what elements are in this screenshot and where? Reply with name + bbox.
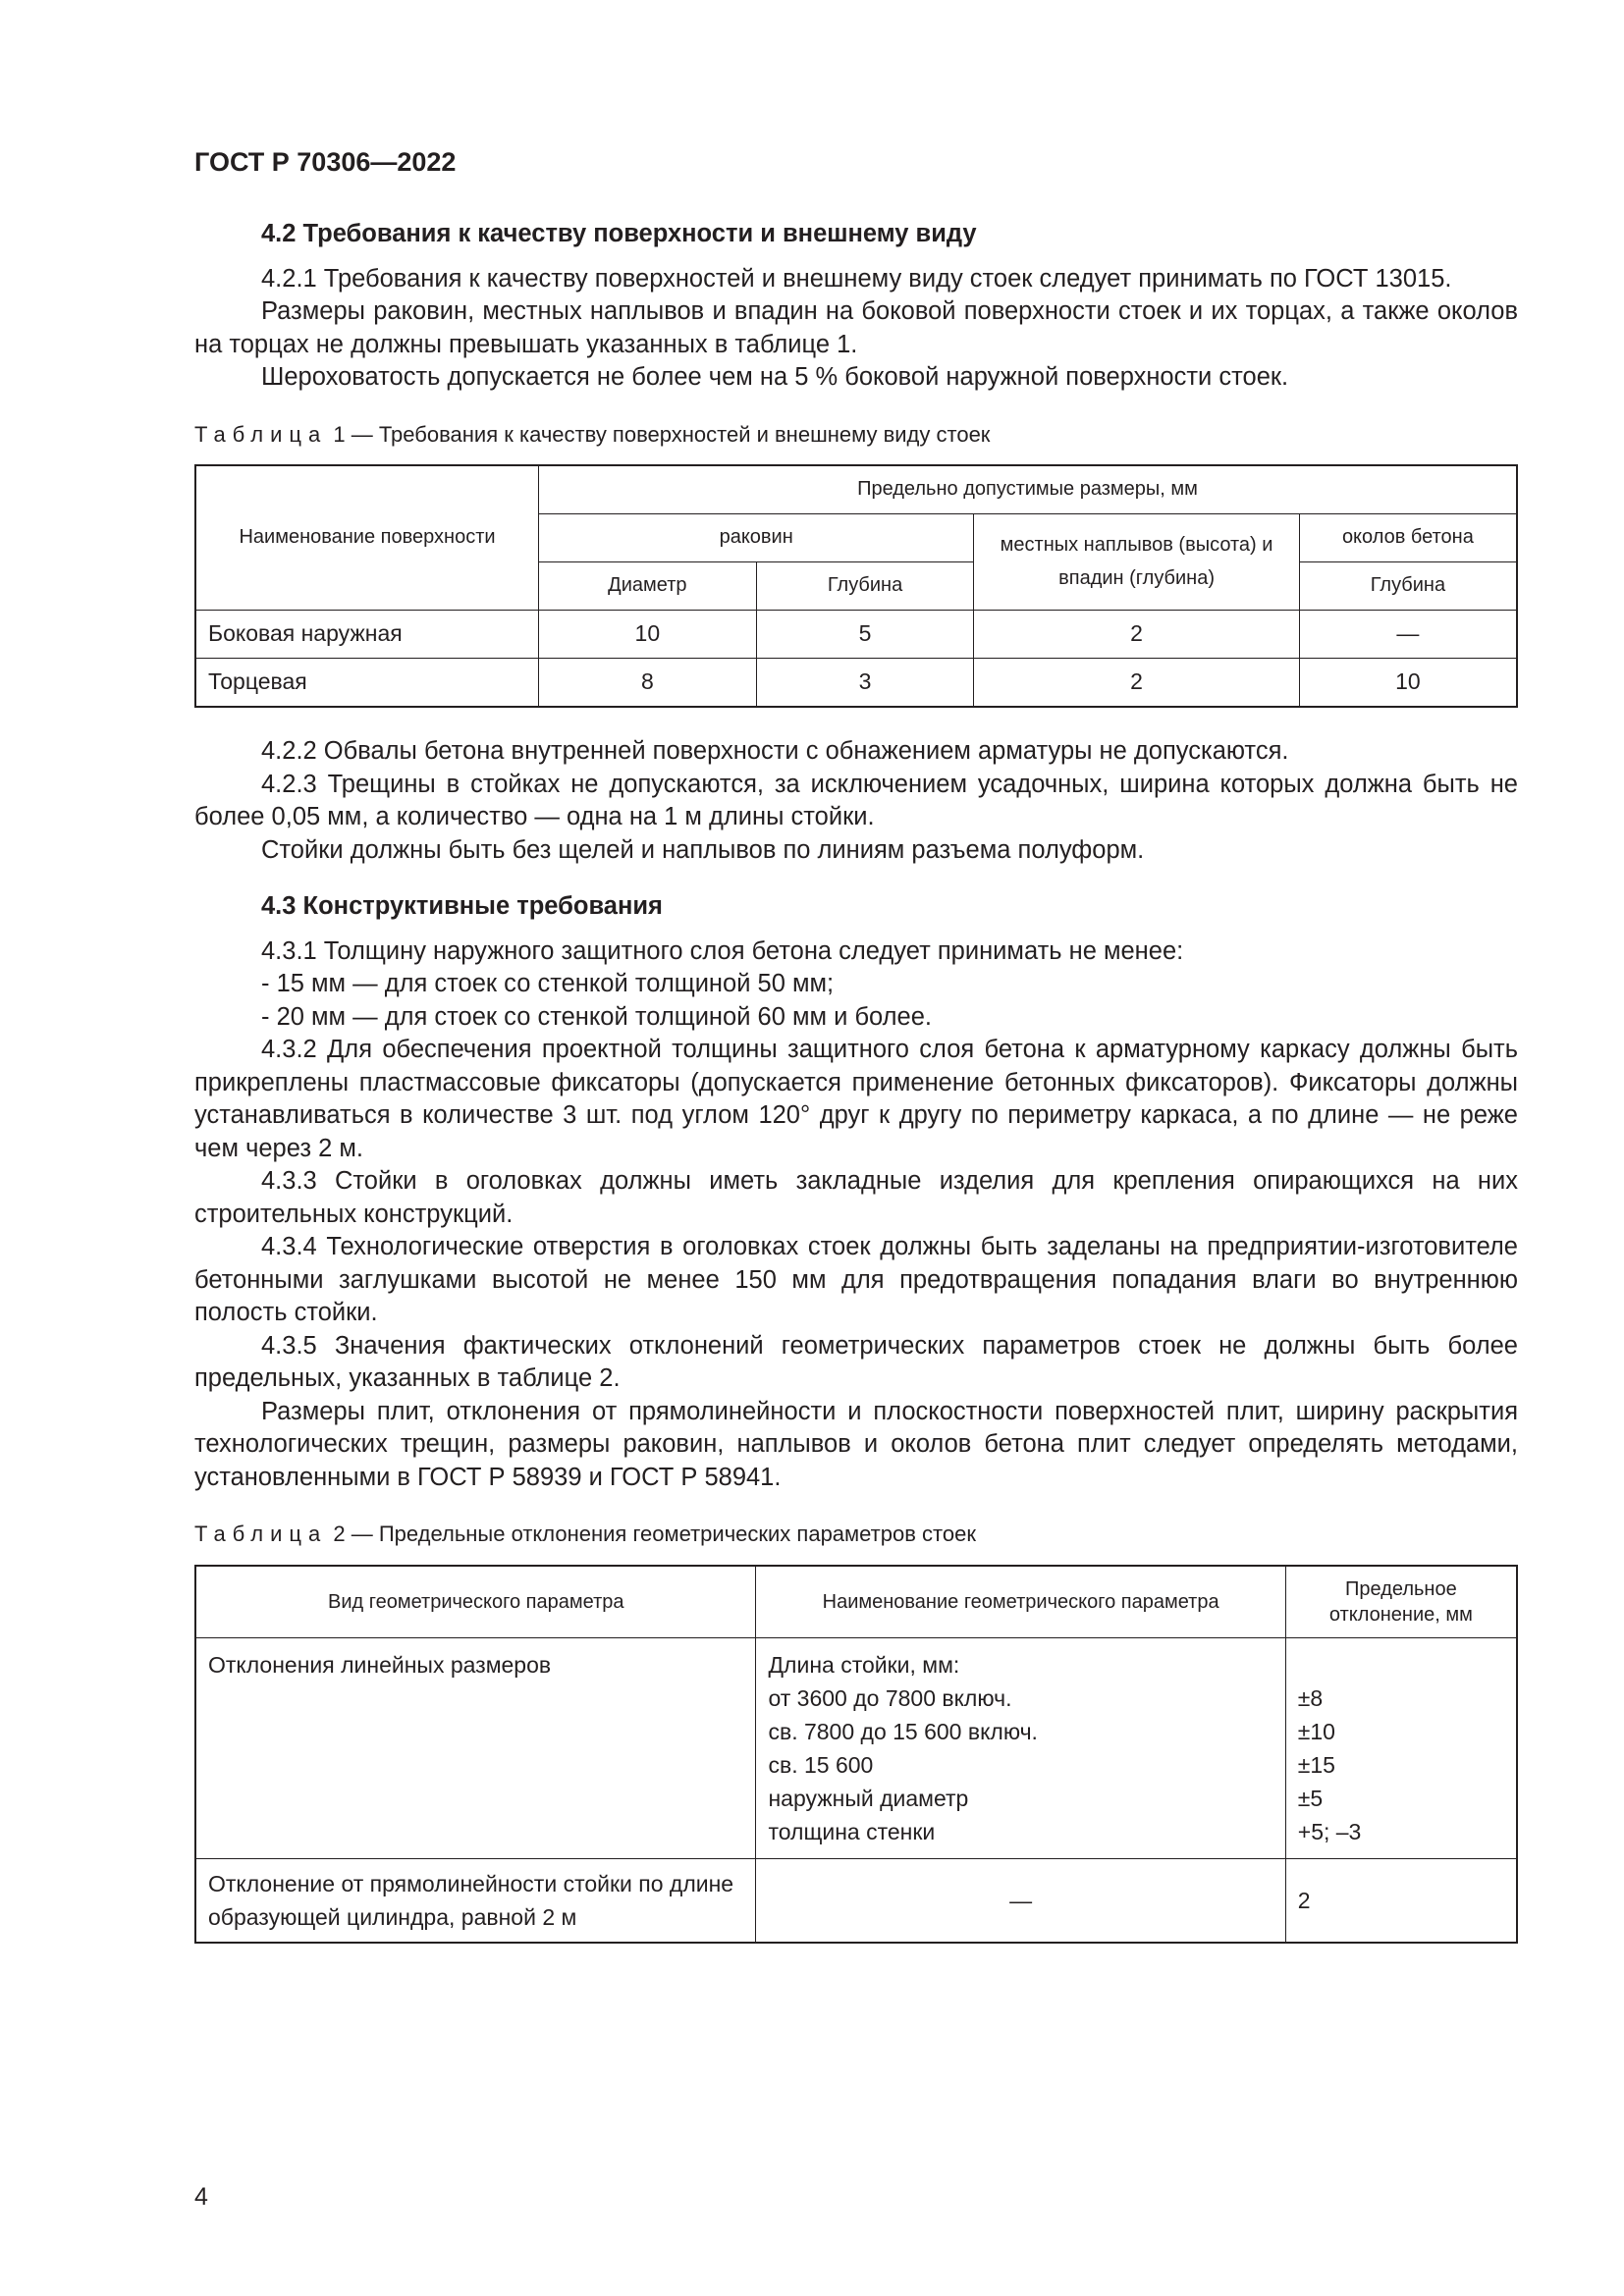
deviation-value: +5; –3 (1297, 1818, 1362, 1844)
list-item: - 20 мм — для стоек со стенкой толщиной 60 мм и более. (261, 1002, 933, 1031)
header-chips: околов бетона (1299, 514, 1517, 562)
cell-local: 2 (974, 611, 1299, 659)
header-depth: Глубина (756, 562, 974, 611)
page-number: 4 (194, 2183, 208, 2211)
paragraph: Шероховатость допускается не более чем на 5 % боковой наружной поверхности стоек. (261, 363, 1289, 391)
cell-name: Торцевая (195, 659, 539, 708)
header-depth-chips: Глубина (1299, 562, 1517, 611)
header-shells: раковин (539, 514, 974, 562)
paragraph: Стойки должны быть без щелей и наплывов по линиям разъема полуформ. (261, 835, 1145, 864)
param-name: толщина стенки (768, 1818, 936, 1844)
paragraph: 4.3.2 Для обеспечения проектной толщины защитного слоя бетона к арматурному каркасу должны быть прикреплены пластмассовые фиксаторы (допускается применение бетонных фиксаторов). Фиксаторы должны устанавливаться в количестве 3 шт. под углом 120° друг к другу по периметру каркаса, а по длине — не реже чем через 2 м. (194, 1036, 1518, 1162)
deviation-value: ±15 (1297, 1751, 1335, 1778)
cell-name: Боковая наружная (195, 611, 539, 659)
table-row (195, 611, 1517, 659)
param-name: Длина стойки, мм: (768, 1651, 960, 1678)
header-deviation: Предельное отклонение, мм (1285, 1566, 1517, 1638)
cell-chips: 10 (1299, 659, 1517, 708)
document-body (194, 218, 1518, 1944)
table-2-caption (194, 1518, 1518, 1551)
cell-diameter: 10 (539, 611, 757, 659)
cell-deviation: 2 (1285, 1858, 1517, 1943)
header-local: местных наплывов (высота) и впадин (глубина) (974, 514, 1299, 611)
cell-type: Отклонения линейных размеров (195, 1637, 756, 1858)
paragraph: 4.3.4 Технологические отверстия в оголовках стоек должны быть заделаны на предприятии-изготовителе бетонными заглушками высотой не менее 150 мм для предотвращения попадания влаги во внутреннюю полость стойки. (194, 1233, 1518, 1326)
table-2 (194, 1565, 1518, 1944)
cell-depth: 3 (756, 659, 974, 708)
param-name: от 3600 до 7800 включ. (768, 1684, 1012, 1711)
section-4-3-title: 4.3 Конструктивные требования (261, 892, 663, 920)
param-name: св. 15 600 (768, 1751, 874, 1778)
table-caption-text: 1 — Требования к качеству поверхностей и внешнему виду стоек (327, 421, 991, 447)
paragraph: Размеры плит, отклонения от прямолинейности и плоскостности поверхностей плит, ширину раскрытия технологических трещин, размеры раковин, наплывов и околов бетона плит следует определять методами, установленными в ГОСТ Р 58939 и ГОСТ Р 58941. (194, 1397, 1518, 1491)
section-4-2-title: 4.2 Требования к качеству поверхности и внешнему виду (261, 220, 977, 247)
deviation-value: ±5 (1297, 1785, 1324, 1811)
header-diameter: Диаметр (539, 562, 757, 611)
table-1 (194, 464, 1518, 708)
deviation-value: ±10 (1297, 1718, 1335, 1744)
list-item: - 15 мм — для стоек со стенкой толщиной 50 мм; (261, 970, 835, 997)
paragraph: Размеры раковин, местных наплывов и впадин на боковой поверхности стоек и их торцах, а также околов на торцах не должны превышать указанных в таблице 1. (194, 297, 1518, 358)
cell-depth: 5 (756, 611, 974, 659)
cell-diameter: 8 (539, 659, 757, 708)
param-name: св. 7800 до 15 600 включ. (768, 1718, 1038, 1744)
cell-deviations (1285, 1637, 1517, 1858)
document-header: ГОСТ Р 70306—2022 (194, 147, 457, 177)
cell-chips: — (1299, 611, 1517, 659)
cell-names (756, 1637, 1285, 1858)
table-caption-word: Таблица (194, 1522, 328, 1546)
deviation-value: ±8 (1297, 1684, 1324, 1711)
table-row (195, 659, 1517, 708)
cell-type: Отклонение от прямолинейности стойки по длине образующей цилиндра, равной 2 м (195, 1858, 756, 1943)
header-surface: Наименование поверхности (195, 465, 539, 611)
table-1-caption (194, 418, 1518, 452)
table-row (195, 1637, 1517, 1858)
header-limits: Предельно допустимые размеры, мм (539, 465, 1518, 514)
paragraph: 4.2.3 Трещины в стойках не допускаются, за исключением усадочных, ширина которых должна быть не более 0,05 мм, а количество — одна на 1 м длины стойки. (194, 770, 1518, 830)
header-name: Наименование геометрического параметра (756, 1566, 1285, 1638)
table-caption-text: 2 — Предельные отклонения геометрических параметров стоек (327, 1522, 976, 1546)
paragraph: 4.3.5 Значения фактических отклонений геометрических параметров стоек не должны быть более предельных, указанных в таблице 2. (194, 1331, 1518, 1392)
paragraph: 4.2.2 Обвалы бетона внутренней поверхности с обнажением арматуры не допускаются. (261, 737, 1289, 765)
header-type: Вид геометрического параметра (195, 1566, 756, 1638)
table-row (195, 1858, 1517, 1943)
paragraph: 4.3.1 Толщину наружного защитного слоя бетона следует принимать не менее: (261, 936, 1184, 965)
paragraph: 4.2.1 Требования к качеству поверхностей и внешнему виду стоек следует принимать по ГОСТ 13015. (261, 264, 1452, 293)
cell-name: — (756, 1858, 1285, 1943)
table-caption-word: Таблица (194, 421, 328, 447)
param-name: наружный диаметр (768, 1785, 969, 1811)
cell-local: 2 (974, 659, 1299, 708)
paragraph: 4.3.3 Стойки в оголовках должны иметь закладные изделия для крепления опирающихся на них строительных конструкций. (194, 1167, 1518, 1228)
